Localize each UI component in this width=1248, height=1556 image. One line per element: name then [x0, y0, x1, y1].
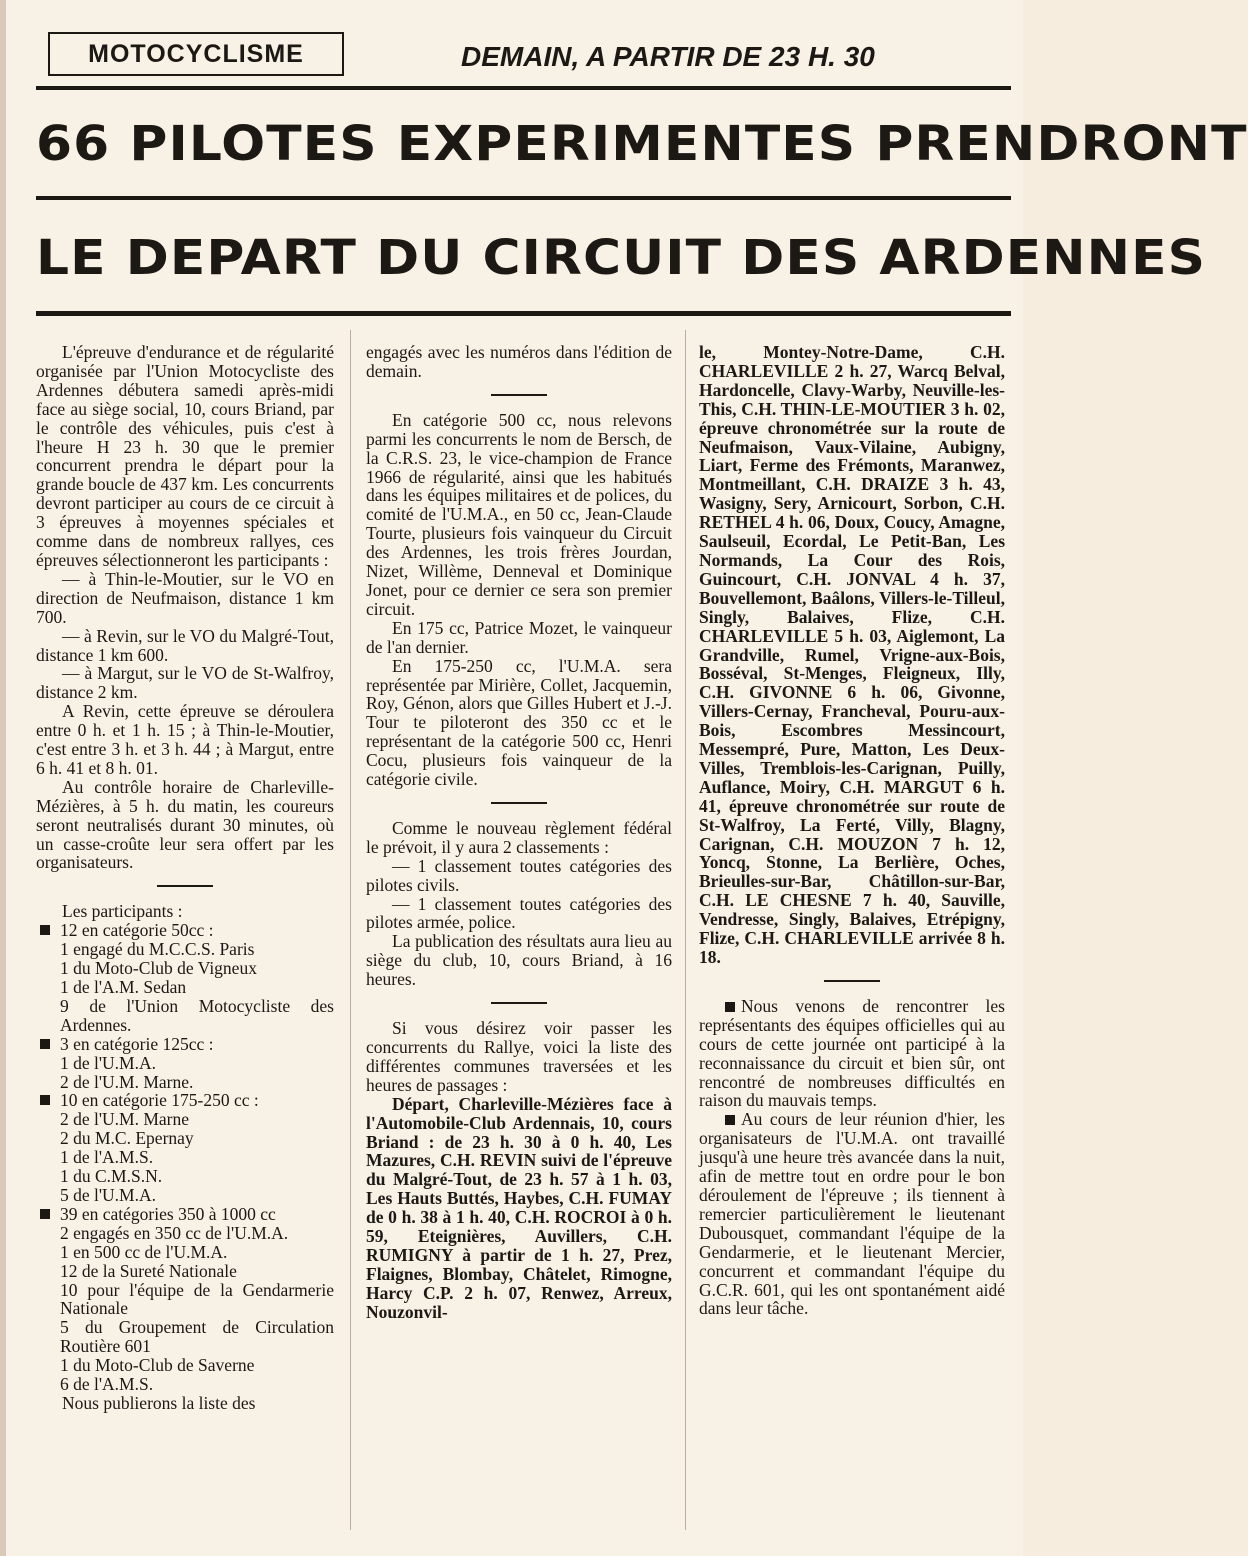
- list-item: 2 du M.C. Epernay: [60, 1128, 194, 1149]
- category-50cc: 12 en catégorie 50cc :: [36, 921, 334, 940]
- list-item: 12 de la Sureté Nationale: [60, 1260, 237, 1281]
- note-2-text: Au cours de leur réunion d'hier, les organisateurs de l'U.M.A. ont travaillé jusqu'à une heure très avancée dans la nuit, afin de mettre tout en ordre pour le bon déroulement de l'épreuve ; ils tiennent à remercier particulièrement le lieutenant Dubousquet, commandant l'équipe de la Gendarmerie, et le lieutenant Mercier, concurrent et commandant l'équipe du G.C.R. 601, qui les ont spontanément aidé dans leur tâche.: [699, 1109, 1005, 1319]
- category-175-250cc: 10 en catégorie 175-250 cc :: [36, 1091, 334, 1110]
- column-divider-1: [350, 330, 351, 1530]
- separator: [491, 394, 547, 396]
- list-item: 2 engagés en 350 cc de l'U.M.A.: [60, 1222, 289, 1243]
- list-item: 1 de l'A.M. Sedan: [60, 977, 187, 997]
- list-item: 6 de l'A.M.S.: [60, 1374, 154, 1395]
- bottom-rule: [36, 311, 1011, 316]
- stage-margut: — à Margut, sur le VO de St-Walfroy, distance 2 km.: [36, 663, 334, 703]
- reglement-paragraph: Comme le nouveau règlement fédéral le prévoit, il y aura 2 classements :: [366, 817, 672, 857]
- itinerary-continued: le, Montey-Notre-Dame, C.H. CHARLEVILLE 2 h. 27, Warcq Belval, Hardoncelle, Clavy-Warby, Neuville-les-This, C.H. THIN-LE-MOUTIER 3 h. 02, épreuve chronométrée sur la route de Neufmaison, Vaux-Vilaine, Aubigny, Liart, Ferme des Frémonts, Maranwez, Montmeillant, C.H. DRAIZE 3 h. 43, Wasigny, Sery, Arnicourt, Sorbon, C.H. RETHEL 4 h. 06, Doux, Coucy, Amagne, Saulseuil, Ecordal, Le Petit-Ban, Les Normands, La Cour des Rois, Guincourt, C.H. JONVAL 4 h. 37, Bouvellemont, Baâlons, Villers-le-Tilleul, Singly, Balaives, Flize, C.H. CHARLEVILLE 5 h. 03, Aiglemont, La Grandville, Rumel, Vrigne-aux-Bois, Bosséval, St-Menges, Fleigneux, Illy, C.H. GIVONNE 6 h. 06, Givonne, Villers-Cernay, Francheval, Pouru-aux-Bois, Escombres Messincourt, Messempré, Pure, Matton, Les Deux-Villes, Tremblois-les-Carignan, Puilly, Auflance, Moiry, C.H. MARGUT 6 h. 41, épreuve chronométrée sur route de St-Walfroy, La Ferté, Villy, Blagny, Carignan, C.H. MOUZON 7 h. 12, Yoncq, Stonne, La Berlière, Oches, Brieulles-sur-Bar, Châtillon-sur-Bar, C.H. LE CHESNE 7 h. 40, Sauville, Vendresse, Singly, Balaives, Etrépigny, Flize, C.H. CHARLEVILLE arrivée 8 h. 18.: [699, 342, 1005, 967]
- list-item: 1 engagé du M.C.C.S. Paris: [60, 939, 255, 960]
- paragraph-175-250cc: En 175-250 cc, l'U.M.A. sera représentée par Mirière, Collet, Jacquemin, Roy, Génon, alors que Gilles Hubert et J.-J. Tour te piloteront des 350 cc et le représentant de la catégorie 500 cc, Henri Cocu, plusieurs fois vainqueur de la catégorie civile.: [366, 655, 672, 790]
- separator: [491, 1002, 547, 1004]
- bullet-square-icon: [725, 1115, 735, 1125]
- closing-line: Nous publierons la liste des: [62, 1392, 256, 1413]
- stage-revin: — à Revin, sur le VO du Malgré-Tout, distance 1 km 600.: [36, 625, 334, 665]
- intro-paragraph: L'épreuve d'endurance et de régularité organisée par l'Union Motocycliste des Ardennes débutera samedi après-midi face au siège social, 10, cours Briand, par le contrôle des véhicules, puis c'est à l'heure H 23 h. 30 que le premier concurrent prendra le départ pour la grande boucle de 437 km. Les concurrents devront participer au cours de ce circuit à 3 épreuves à moyennes spéciales et comme dans de nombreux rallyes, ces épreuves sélectionneront les participants :: [36, 342, 334, 570]
- note-1-text: Nous venons de rencontrer les représentants des équipes officielles qui au cours de cette journée ont participé à la reconnaissance du circuit et bien sûr, ont rencontré de nombreuses difficultés en raison du mauvais temps.: [699, 995, 1005, 1111]
- top-rule: [36, 86, 1011, 90]
- classement-armee: — 1 classement toutes catégories des pilotes armée, police.: [366, 893, 672, 933]
- list-item: 1 du Moto-Club de Saverne: [60, 1355, 255, 1376]
- separator: [824, 980, 880, 982]
- column-2: [366, 343, 672, 1322]
- paragraph-175cc: En 175 cc, Patrice Mozet, le vainqueur de l'an dernier.: [366, 617, 672, 657]
- section-label: MOTOCYCLISME: [48, 32, 344, 76]
- publication-paragraph: La publication des résultats aura lieu au siège du club, 10, cours Briand, à 16 heures.: [366, 931, 672, 990]
- list-item: 2 de l'U.M. Marne: [60, 1109, 190, 1130]
- list-item: 1 du Moto-Club de Vigneux: [60, 958, 257, 979]
- headline-line-2: LE DEPART DU CIRCUIT DES ARDENNES: [36, 230, 1207, 286]
- classement-civils: — 1 classement toutes catégories des pilotes civils.: [366, 855, 672, 895]
- list-item: 2 de l'U.M. Marne.: [60, 1071, 194, 1092]
- rallye-paragraph: Si vous désirez voir passer les concurrents du Rallye, voici la liste des différentes communes traversées et les heures de passages :: [366, 1018, 672, 1095]
- category-125cc: 3 en catégorie 125cc :: [36, 1035, 334, 1054]
- kicker: DEMAIN, A PARTIR DE 23 H. 30: [461, 41, 875, 72]
- list-item: 5 du Groupement de Circulation Routière 601: [60, 1317, 334, 1357]
- control-paragraph: Au contrôle horaire de Charleville-Mézières, à 5 h. du matin, les coureurs seront neutralisés durant 30 minutes, où un casse-croûte leur sera offert par les organisateurs.: [36, 776, 334, 873]
- stage-thin: — à Thin-le-Moutier, sur le VO en direction de Neufmaison, distance 1 km 700.: [36, 568, 334, 627]
- column-divider-2: [685, 330, 686, 1530]
- list-item: 5 de l'U.M.A.: [60, 1184, 156, 1205]
- list-item: 1 de l'U.M.A.: [60, 1052, 156, 1073]
- list-item: 9 de l'Union Motocycliste des Ardennes.: [60, 995, 334, 1035]
- column-3: [699, 343, 1005, 1318]
- bullet-square-icon: [725, 1002, 735, 1012]
- list-item: 10 pour l'équipe de la Gendarmerie Nationale: [60, 1279, 334, 1319]
- note-1: [699, 997, 1005, 1110]
- list-item: 1 du C.M.S.N.: [60, 1166, 163, 1187]
- participants-title: Les participants :: [62, 901, 183, 922]
- continued-text: engagés avec les numéros dans l'édition de demain.: [366, 342, 672, 381]
- separator: [157, 885, 213, 887]
- list-item: 1 de l'A.M.S.: [60, 1147, 154, 1168]
- note-2: [699, 1110, 1005, 1318]
- separator: [491, 802, 547, 804]
- itinerary-start: Départ, Charleville-Mézières face à l'Automobile-Club Ardennais, 10, cours Briand : de 23 h. 30 à 0 h. 40, Les Mazures, C.H. REVIN suivi de l'épreuve du Malgré-Tout, de 23 h. 57 à 1 h. 03, Les Hauts Buttés, Haybes, C.H. FUMAY de 0 h. 38 à 1 h. 40, C.H. ROCROI à 0 h. 59, Eteignières, Auvillers, C.H. RUMIGNY à partir de 1 h. 27, Prez, Flaignes, Blombay, Châtelet, Rimogne, Harcy C.P. 2 h. 07, Renwez, Arreux, Nouzonvil-: [366, 1093, 672, 1322]
- column-1: [36, 343, 334, 1413]
- stage-times: A Revin, cette épreuve se déroulera entre 0 h. et 1 h. 15 ; à Thin-le-Moutier, c'est entre 3 h. et 3 h. 44 ; à Margut, entre 6 h. 41 et 8 h. 01.: [36, 701, 334, 778]
- list-item: 1 en 500 cc de l'U.M.A.: [60, 1241, 228, 1262]
- category-350-1000cc: 39 en catégories 350 à 1000 cc: [36, 1205, 334, 1224]
- paragraph-500cc: En catégorie 500 cc, nous relevons parmi les concurrents le nom de Bersch, de la C.R.S. 23, le vice-champion de France 1966 de régularité, ainsi que les habitués dans les équipes militaires et de polices, du comité de l'U.M.A., en 50 cc, Jean-Claude Tourte, plusieurs fois vainqueur du Circuit des Ardennes, les trois frères Jourdan, Nizet, Willème, Denneval et Dominique Jonet, pour ce dernier ce sera son premier circuit.: [366, 409, 672, 619]
- headline-line-1: 66 PILOTES EXPERIMENTES PRENDRONT: [36, 116, 1248, 172]
- middle-rule: [36, 196, 1011, 200]
